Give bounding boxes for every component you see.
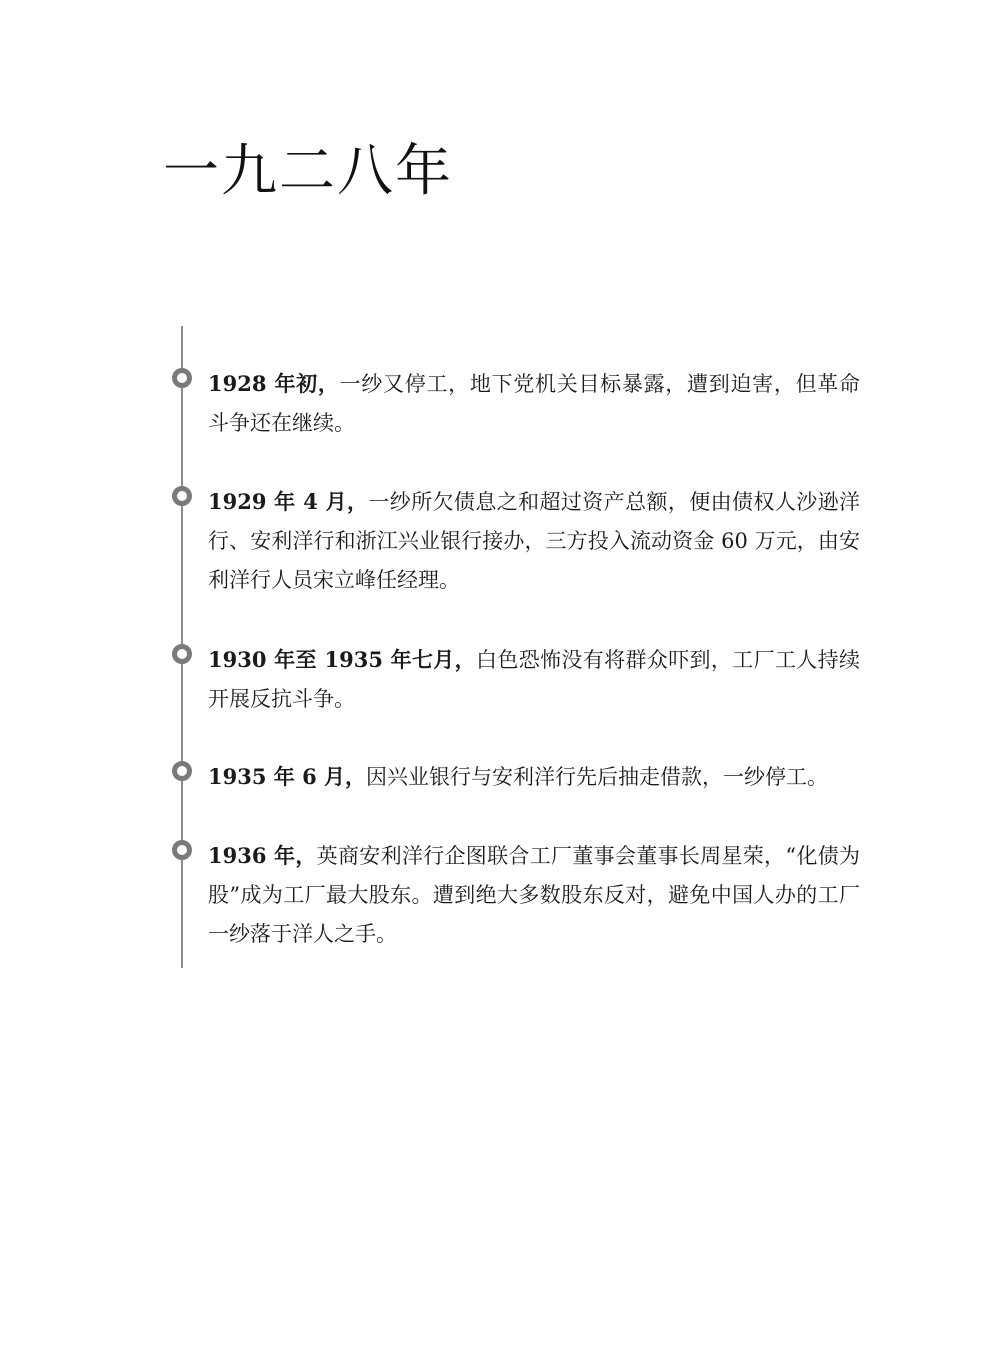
entry-date: 1935 年 6 月， xyxy=(208,764,366,789)
entry-date: 1930 年至 1935 年七月， xyxy=(208,647,477,672)
timeline-dot-icon xyxy=(172,644,192,664)
entry-text xyxy=(208,364,860,443)
entry-date: 1936 年， xyxy=(208,843,317,868)
entry-body: 英商安利洋行企图联合工厂董事会董事长周星荣，“化债为股”成为工厂最大股东。遭到绝大多数股东反对，避免中国人办的工厂一纱落于洋人之手。 xyxy=(208,844,860,946)
entry-body: 一纱所欠债息之和超过资产总额，便由债权人沙逊洋行、安利洋行和浙江兴业银行接办，三方投入流动资金 60 万元，由安利洋行人员宋立峰任经理。 xyxy=(208,490,861,592)
timeline-dot-icon xyxy=(172,840,192,860)
page-title: 一九二八年 xyxy=(163,139,453,204)
entry-body: 因兴业银行与安利洋行先后抽走借款，一纱停工。 xyxy=(366,765,828,789)
entry-date: 1929 年 4 月， xyxy=(208,489,369,514)
entry-text xyxy=(208,640,860,719)
entry-text xyxy=(208,757,860,797)
timeline-dot-icon xyxy=(172,486,192,506)
entry-text xyxy=(208,836,860,954)
entry-text xyxy=(208,482,860,600)
entry-body: 白色恐怖没有将群众吓到，工厂工人持续开展反抗斗争。 xyxy=(208,648,861,711)
timeline-dot-icon xyxy=(172,368,192,388)
timeline-dot-icon xyxy=(172,761,192,781)
entry-date: 1928 年初， xyxy=(208,371,340,396)
entry-body: 一纱又停工，地下党机关目标暴露，遭到迫害，但革命斗争还在继续。 xyxy=(208,372,860,435)
